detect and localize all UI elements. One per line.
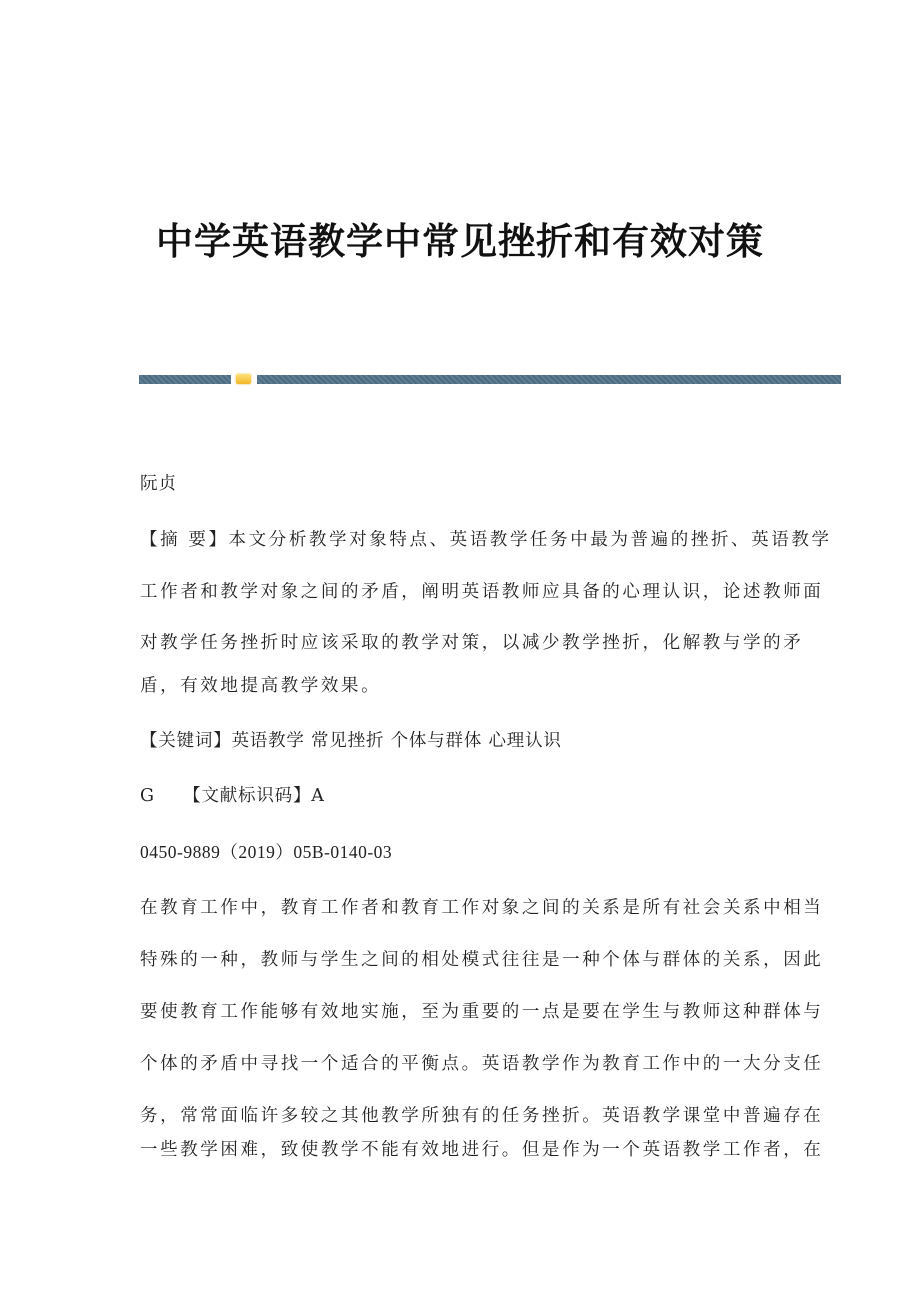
body-line: 要使教育工作能够有效地实施，至为重要的一点是要在学生与教师这种群体与 (140, 1002, 824, 1022)
divider-bar-right (257, 375, 841, 384)
abstract-line: 工作者和教学对象之间的矛盾，阐明英语教师应具备的心理认识，论述教师面 (140, 582, 824, 602)
body-line: 特殊的一种，教师与学生之间的相处模式往往是一种个体与群体的关系，因此 (140, 950, 824, 970)
article-number: 0450-9889（2019）05B-0140-03 (140, 842, 393, 862)
body-line: 在教育工作中，教育工作者和教育工作对象之间的关系是所有社会关系中相当 (140, 898, 824, 918)
decorative-divider (139, 375, 841, 384)
abstract-line: 【摘 要】本文分析教学对象特点、英语教学任务中最为普遍的挫折、英语教学 (140, 530, 832, 550)
document-title: 中学英语教学中常见挫折和有效对策 (156, 219, 764, 263)
classification-code: G 【文献标识码】A (140, 786, 325, 806)
abstract-line: 盾，有效地提高教学效果。 (140, 676, 382, 696)
body-line: 务，常常面临许多较之其他教学所独有的任务挫折。英语教学课堂中普遍存在 (140, 1106, 824, 1126)
ornament-icon (236, 374, 251, 384)
divider-bar-left (139, 375, 231, 384)
body-line: 个体的矛盾中寻找一个适合的平衡点。英语教学作为教育工作中的一大分支任 (140, 1054, 824, 1074)
author-name: 阮贞 (140, 474, 177, 494)
abstract-line: 对教学任务挫折时应该采取的教学对策，以减少教学挫折，化解教与学的矛 (140, 633, 804, 653)
body-line: 一些教学困难，致使教学不能有效地进行。但是作为一个英语教学工作者，在 (140, 1140, 824, 1160)
keywords: 【关键词】英语教学 常见挫折 个体与群体 心理认识 (140, 731, 562, 751)
